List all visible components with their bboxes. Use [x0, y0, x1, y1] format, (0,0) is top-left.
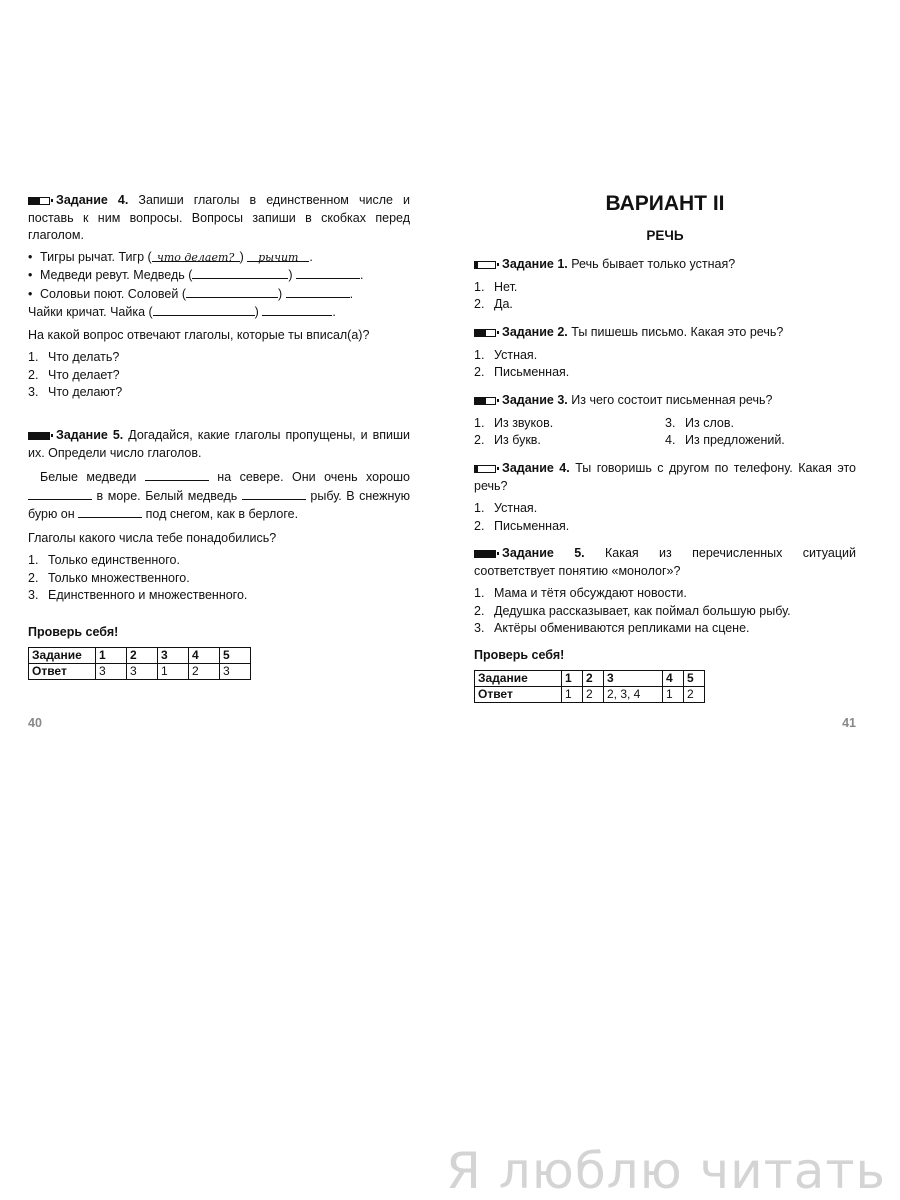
answer-blank[interactable] [78, 505, 142, 518]
option: 1. Мама и тётя обсуждают новости. [474, 586, 687, 600]
page-number: 41 [842, 716, 856, 730]
left-task5-text: Задание 5. Догадайся, какие глаголы пропущены, и впиши их. Определи число глаголов. [28, 428, 410, 460]
option: 1. Устная. [474, 347, 538, 362]
option: 2. Что делает? [28, 367, 120, 382]
task-label: Задание 1. [502, 257, 568, 271]
left-task5 [28, 427, 410, 605]
right-task2: Задание 2. Ты пишешь письмо. Какая это речь? 1. Устная. 2. Письменная. [474, 324, 856, 382]
answer-blank[interactable] [153, 303, 255, 316]
option: 1. Нет. [474, 279, 518, 294]
option: 1. Что делать? [28, 350, 120, 364]
battery-half-icon [474, 397, 496, 405]
options-list [474, 585, 856, 638]
option: 2. Только множественного. [28, 570, 190, 585]
option: 3. Единственного и множественного. [28, 588, 248, 602]
battery-half-icon [28, 197, 50, 205]
options-list [474, 500, 856, 535]
answer-blank[interactable] [296, 266, 360, 279]
options-grid [474, 415, 856, 450]
watermark-text: Я люблю читать [446, 1142, 886, 1200]
option: 2. Письменная. [474, 365, 570, 379]
option: 2. Да. [474, 297, 513, 311]
right-task1: Задание 1. Речь бывает только устная? 1. Нет. 2. Да. [474, 256, 856, 314]
section-title: РЕЧЬ [646, 228, 684, 243]
option: 3. Актёры обмениваются репликами на сцене. [474, 621, 750, 635]
task-label: Задание 4. [56, 193, 129, 207]
task-question: На какой вопрос отвечают глаголы, которые ты вписал(а)? [28, 327, 370, 342]
option: 3. Что делают? [28, 385, 123, 399]
story-text: Белые медведи на севере. Они очень хорошо в море. Белый медведь рыбу. В снежную бурю он под снегом, как в берлоге. [28, 470, 410, 521]
battery-empty-icon [474, 261, 496, 269]
task-label: Задание 5. [502, 546, 585, 560]
task-label: Задание 5. [56, 428, 124, 442]
option: 3. Из слов. [665, 415, 734, 430]
handwritten-verb: рычит [247, 249, 309, 262]
check-title: Проверь себя! [28, 625, 119, 639]
page-number: 40 [28, 716, 42, 730]
answer-blank[interactable] [286, 285, 350, 298]
handwritten-question: что делает? [152, 249, 240, 262]
options-list [474, 279, 856, 314]
answer-blank[interactable] [28, 487, 92, 500]
check-title: Проверь себя! [474, 648, 565, 662]
left-task4-text: Задание 4. Запиши глаголы в единственном числе и поставь к ним вопросы. Вопросы запиши в скобках перед глаголом. [28, 193, 410, 242]
right-task5: Задание 5. Какая из перечисленных ситуаций соответствует понятию «монолог»? 1. Мама и тётя обсуждают новости. 2. Дедушка рассказывает, как поймал большую рыбу. 3. Актёры обмениваются репликами на сцене. [474, 545, 856, 638]
variant-title: ВАРИАНТ II [605, 192, 725, 215]
answer-table: Задание 1 2 3 4 5 Ответ 1 2 2, 3, 4 1 2 [474, 670, 705, 703]
battery-half-icon [474, 329, 496, 337]
exercise-line: • Медведи ревут. Медведь ( ) . [28, 268, 364, 282]
right-check-section [474, 648, 856, 703]
option: 2. Письменная. [474, 518, 570, 533]
options-list [28, 349, 410, 402]
option: 1. Устная. [474, 501, 538, 515]
task-label: Задание 4. [502, 461, 570, 475]
answer-blank[interactable] [186, 285, 278, 298]
left-check-section [28, 625, 410, 680]
option: 2. Дедушка рассказывает, как поймал большую рыбу. [474, 603, 791, 618]
options-list [474, 347, 856, 382]
right-task4: Задание 4. Ты говоришь с другом по телефону. Какая это речь? 1. Устная. 2. Письменная. [474, 460, 856, 535]
answer-blank[interactable] [262, 303, 332, 316]
task-question: Глаголы какого числа тебе понадобились? [28, 530, 277, 545]
task-label: Задание 2. [502, 325, 568, 339]
options-list [28, 552, 410, 605]
answer-blank[interactable] [242, 487, 306, 500]
battery-full-icon [474, 550, 496, 558]
answer-blank[interactable] [192, 266, 288, 279]
exercise-line: • Соловьи поют. Соловей ( ) . [28, 286, 354, 301]
battery-empty-icon [474, 465, 496, 473]
task-label: Задание 3. [502, 393, 568, 407]
option: 2. Из букв. [474, 433, 541, 447]
battery-full-icon [28, 432, 50, 440]
option: 1. Из звуков. [474, 415, 554, 430]
right-task3: Задание 3. Из чего состоит письменная речь? 1. Из звуков. 3. Из слов. 2. Из букв. 4. Из предложений. [474, 392, 856, 450]
exercise-line: • Тигры рычат. Тигр ( что делает? ) рычит . [28, 249, 313, 264]
left-task4 [28, 192, 410, 402]
option: 1. Только единственного. [28, 553, 180, 567]
option: 4. Из предложений. [665, 433, 785, 447]
answer-blank[interactable] [145, 468, 209, 481]
answer-table: Задание 1 2 3 4 5 Ответ 3 3 1 2 3 [28, 647, 251, 680]
exercise-line: Чайки кричат. Чайка ( ) . [28, 305, 336, 319]
